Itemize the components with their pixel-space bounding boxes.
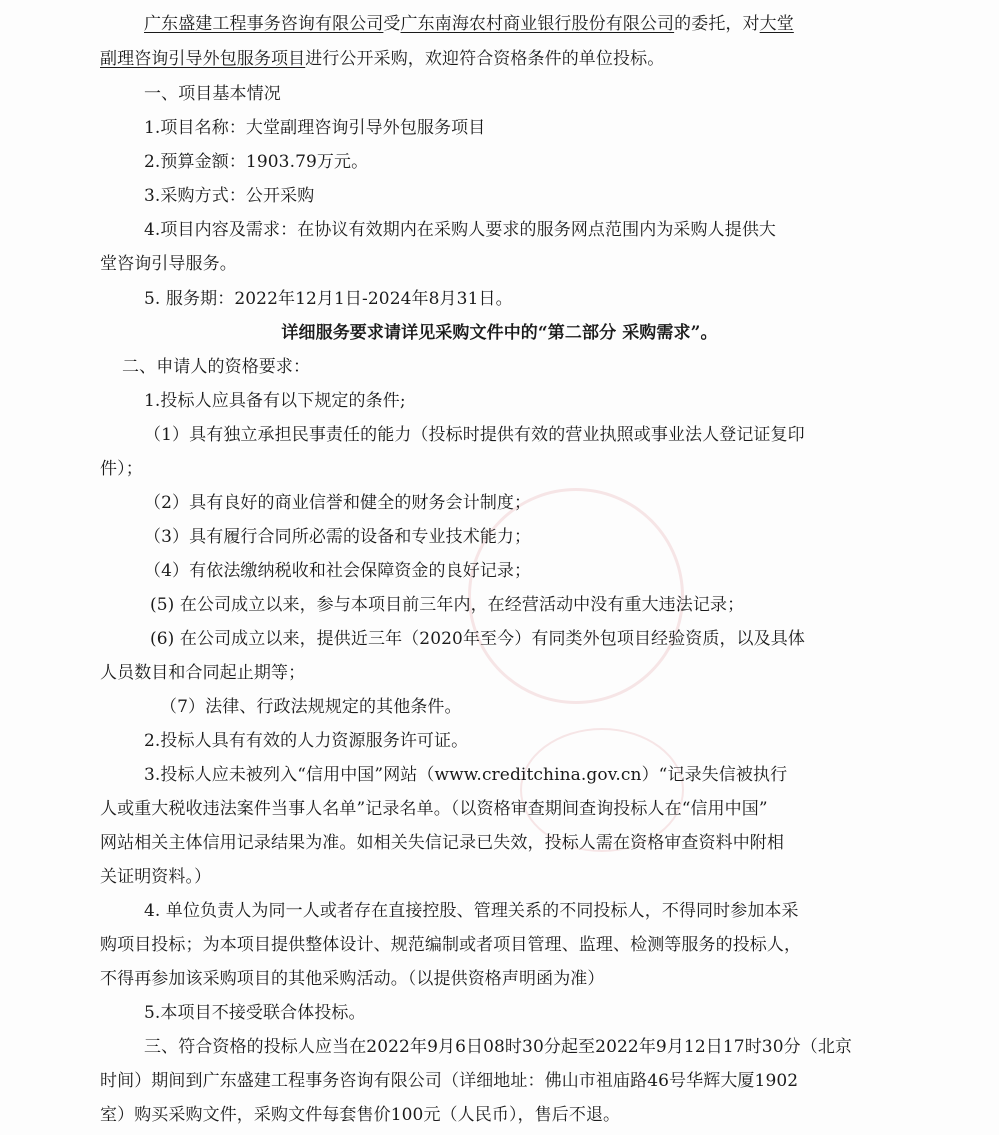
underlined-text: 副理咨询引导外包服务项目 xyxy=(100,49,306,69)
document-line xyxy=(150,593,970,617)
text-segment: 堂咨询引导服务。 xyxy=(100,254,237,274)
document-line xyxy=(100,457,920,481)
document-line xyxy=(100,47,920,71)
text-segment: 4. 单位负责人为同一人或者存在直接控股、管理关系的不同投标人，不得同时参加本采 xyxy=(144,901,799,921)
document-line xyxy=(144,82,964,106)
text-segment: 的委托，对 xyxy=(674,14,760,34)
text-segment: 详细服务要求请详见采购文件中的“第二部分 采购需求”。 xyxy=(281,323,718,343)
text-segment: 三、符合资格的投标人应当在2022年9月6日08时30分起至2022年9月12日17时30分（北京 xyxy=(144,1037,853,1057)
document-line xyxy=(144,218,964,242)
text-segment: 2.投标人具有有效的人力资源服务许可证。 xyxy=(144,731,469,751)
document-line xyxy=(100,933,920,957)
document-line xyxy=(144,1035,964,1059)
text-segment: 5. 服务期：2022年12月1日-2024年8月31日。 xyxy=(144,289,513,309)
text-segment: （3）具有履行合同所必需的设备和专业技术能力； xyxy=(144,527,532,547)
text-segment: 受 xyxy=(383,14,401,34)
document-line xyxy=(144,116,964,140)
text-segment: 3.投标人应未被列入“信用中国”网站（www.creditchina.gov.cn）“记录失信被执行 xyxy=(144,765,788,785)
document-line xyxy=(150,627,970,651)
document-line xyxy=(100,967,920,991)
document-line xyxy=(122,355,942,379)
text-segment: (6) 在公司成立以来，提供近三年（2020年至今）有同类外包项目经验资质，以及具体 xyxy=(150,629,805,649)
underlined-text: 广东南海农村商业银行股份有限公司 xyxy=(400,14,675,34)
text-segment: 室）购买采购文件，采购文件每套售价100元（人民币），售后不退。 xyxy=(100,1105,621,1125)
document-line xyxy=(100,1069,920,1093)
document-line xyxy=(100,1103,920,1127)
document-line xyxy=(100,831,920,855)
document-line xyxy=(100,797,920,821)
text-segment: （4）有依法缴纳税收和社会保障资金的良好记录； xyxy=(144,561,532,581)
document-line xyxy=(144,525,964,549)
text-segment: 进行公开采购，欢迎符合资格条件的单位投标。 xyxy=(305,49,665,69)
document-line xyxy=(144,184,964,208)
text-segment: 网站相关主体信用记录结果为准。如相关失信记录已失效，投标人需在资格审查资料中附相 xyxy=(100,833,784,853)
document-line xyxy=(160,695,980,719)
document-line xyxy=(144,150,964,174)
text-segment: (5) 在公司成立以来，参与本项目前三年内，在经营活动中没有重大违法记录； xyxy=(150,595,745,615)
text-segment: 二、申请人的资格要求： xyxy=(122,357,311,377)
text-segment: 2.预算金额：1903.79万元。 xyxy=(144,152,369,172)
text-segment: （1）具有独立承担民事责任的能力（投标时提供有效的营业执照或事业法人登记证复印 xyxy=(144,425,805,445)
text-segment: 1.投标人应具备有以下规定的条件; xyxy=(144,391,406,411)
document-line xyxy=(144,423,964,447)
document-line xyxy=(144,1001,964,1025)
document-line xyxy=(144,287,964,311)
document-line xyxy=(100,252,920,276)
document-line xyxy=(144,389,964,413)
document-line xyxy=(144,12,964,36)
text-segment: 购项目投标；为本项目提供整体设计、规范编制或者项目管理、监理、检测等服务的投标人， xyxy=(100,935,802,955)
underlined-text: 广东盛建工程事务咨询有限公司 xyxy=(144,14,384,34)
text-segment: 1.项目名称：大堂副理咨询引导外包服务项目 xyxy=(144,118,486,138)
text-segment: 时间）期间到广东盛建工程事务咨询有限公司（详细地址：佛山市祖庙路46号华辉大厦1902 xyxy=(100,1071,799,1091)
text-segment: 人或重大税收违法案件当事人名单”记录名单。（以资格审查期间查询投标人在“信用中国” xyxy=(100,799,768,819)
document-line xyxy=(0,321,999,345)
document-line xyxy=(144,763,964,787)
document-line xyxy=(100,865,920,889)
document-line xyxy=(100,661,920,685)
text-segment: （2）具有良好的商业信誉和健全的财务会计制度； xyxy=(144,493,532,513)
text-segment: 5.本项目不接受联合体投标。 xyxy=(144,1003,366,1023)
document-line xyxy=(144,899,964,923)
text-segment: 件）； xyxy=(100,459,143,479)
text-segment: 4.项目内容及需求：在协议有效期内在采购人要求的服务网点范围内为采购人提供大 xyxy=(144,220,777,240)
text-segment: 3.采购方式：公开采购 xyxy=(144,186,315,206)
underlined-text: 大堂 xyxy=(759,14,794,34)
text-segment: 不得再参加该采购项目的其他采购活动。（以提供资格声明函为准） xyxy=(100,969,605,989)
text-segment: 关证明资料。） xyxy=(100,867,212,887)
document-line xyxy=(144,559,964,583)
text-segment: 人员数目和合同起止期等； xyxy=(100,663,306,683)
text-segment: （7）法律、行政法规规定的其他条件。 xyxy=(160,697,462,717)
document-line xyxy=(144,729,964,753)
text-segment: 一、项目基本情况 xyxy=(144,84,281,104)
document-line xyxy=(144,491,964,515)
